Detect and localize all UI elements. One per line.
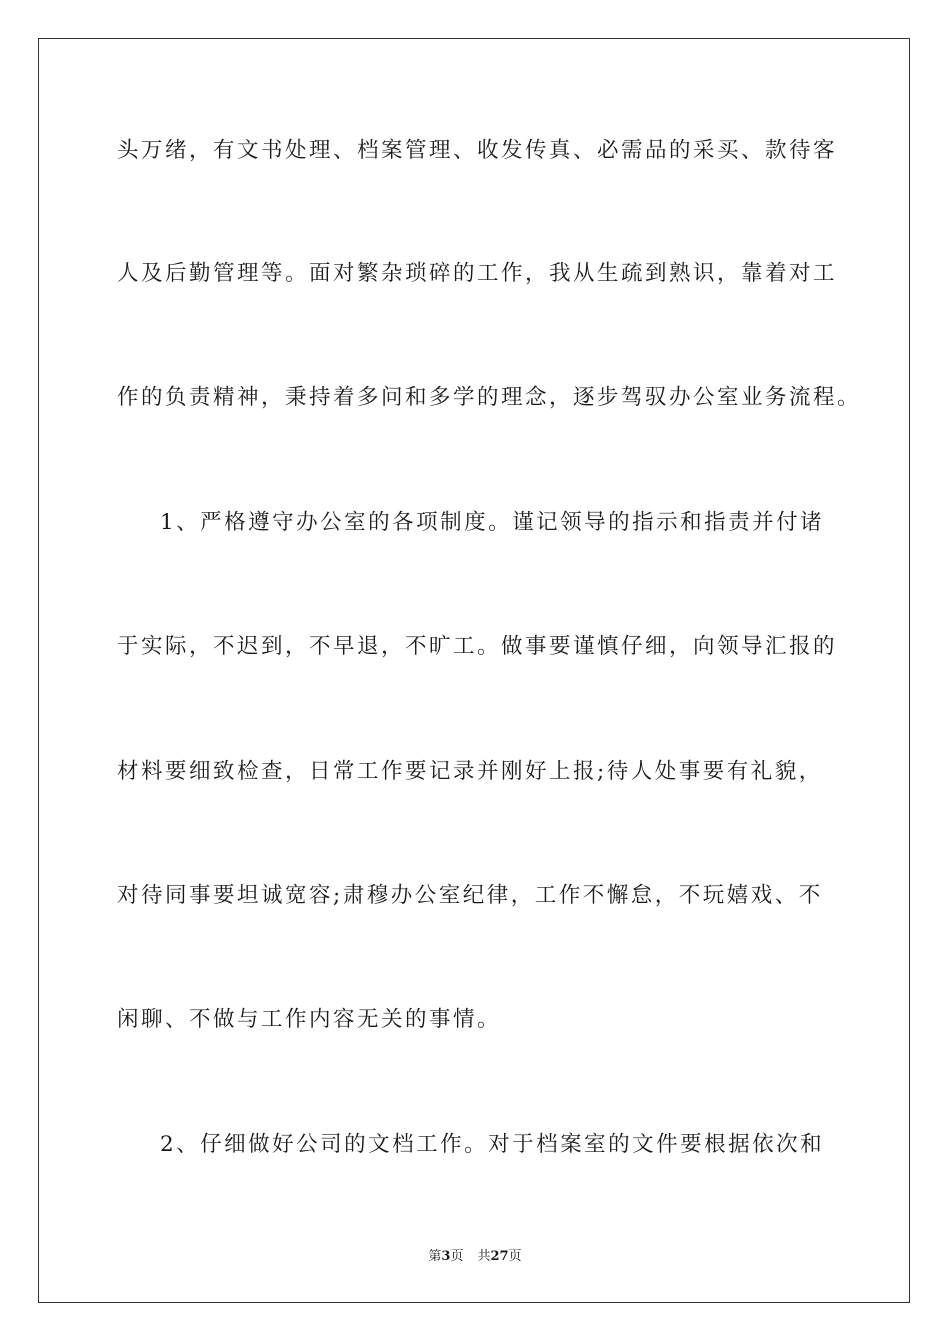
total-prefix: 共 <box>477 1249 491 1264</box>
body-text-line: 材料要细致检查，日常工作要记录并刚好上报;待人处事要有礼貌， <box>117 759 823 784</box>
total-page-number: 27 <box>490 1249 509 1264</box>
body-text-line: 对待同事要坦诚宽容;肃穆办公室纪律，工作不懈怠，不玩嬉戏、不 <box>117 883 823 908</box>
body-text-line: 2、仔细做好公司的文档工作。对于档案室的文件要根据依次和 <box>160 1132 825 1157</box>
body-text-line: 1、严格遵守办公室的各项制度。谨记领导的指示和指责并付诸 <box>160 510 825 535</box>
total-suffix: 页 <box>508 1249 522 1264</box>
body-text-line: 于实际，不迟到，不早退，不旷工。做事要谨慎仔细，向领导汇报的 <box>117 634 838 659</box>
current-page-number: 3 <box>441 1249 451 1264</box>
body-text-line: 人及后勤管理等。面对繁杂琐碎的工作，我从生疏到熟识，靠着对工 <box>117 261 838 286</box>
page-border <box>38 38 910 1303</box>
page-prefix: 第 <box>428 1249 442 1264</box>
body-text-line: 头万绪，有文书处理、档案管理、收发传真、必需品的采买、款待客 <box>117 138 838 163</box>
body-text-line: 闲聊、不做与工作内容无关的事情。 <box>117 1007 502 1032</box>
page-footer <box>0 1248 950 1266</box>
page-suffix: 页 <box>450 1249 464 1264</box>
body-text-line: 作的负责精神，秉持着多问和多学的理念，逐步驾驭办公室业务流程。 <box>117 385 862 410</box>
